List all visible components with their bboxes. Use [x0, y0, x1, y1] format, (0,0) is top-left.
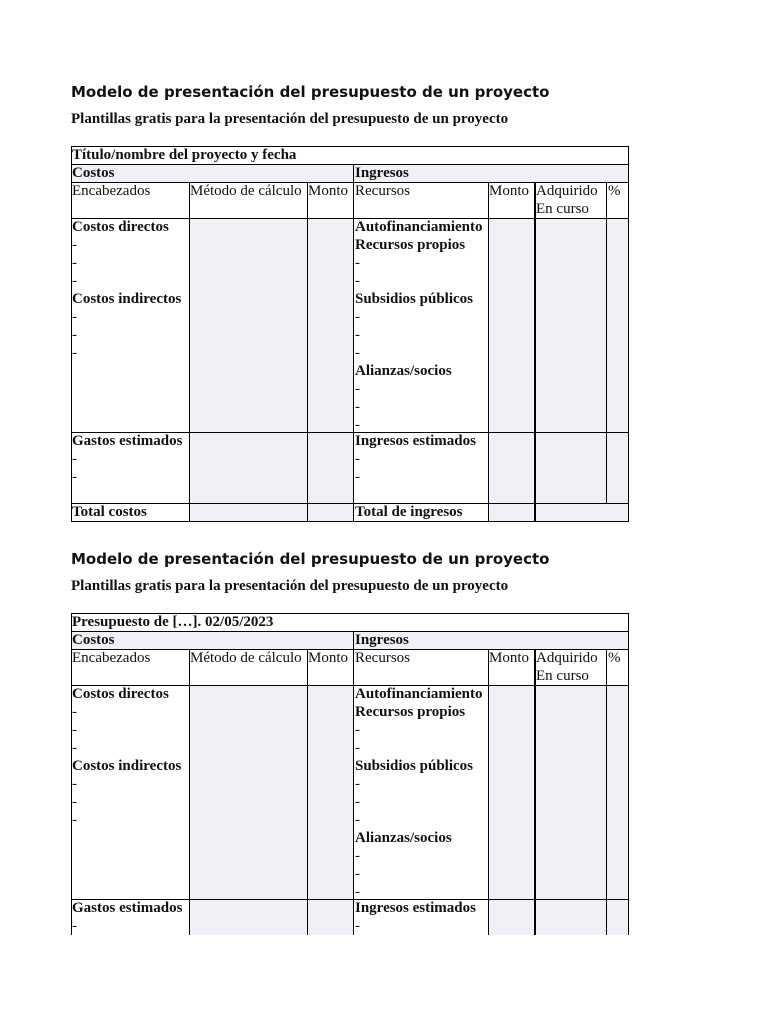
- col-metodo: Método de cálculo: [190, 650, 302, 666]
- costos-indirectos-label: Costos indirectos: [72, 758, 182, 774]
- gastos-estimados-cell: Gastos estimados -: [72, 900, 183, 934]
- alianzas-label: Alianzas/socios: [355, 830, 452, 846]
- col-percent: %: [608, 650, 621, 666]
- costos-indirectos-label: Costos indirectos: [72, 291, 182, 307]
- ingresos-estimados-cell: Ingresos estimados -: [355, 900, 476, 934]
- col-monto: Monto: [308, 183, 349, 199]
- alianzas-label: Alianzas/socios: [355, 363, 452, 379]
- total-ingresos: Total de ingresos: [355, 504, 463, 520]
- budget-section-2: [71, 550, 629, 935]
- col-adquirido: Adquirido En curso: [536, 650, 598, 684]
- recursos-propios-label: Recursos propios: [355, 237, 466, 253]
- costos-header: Costos: [72, 632, 115, 648]
- costos-header: Costos: [72, 165, 115, 181]
- costos-directos-label: Costos directos: [72, 686, 169, 702]
- page-subheading: Plantillas gratis para la presentación del presupuesto de un proyecto: [71, 111, 509, 127]
- col-encabezados: Encabezados: [72, 183, 151, 199]
- gastos-estimados-cell: Gastos estimados - -: [72, 433, 183, 485]
- col-percent: %: [608, 183, 621, 199]
- page-heading: Modelo de presentación del presupuesto de un proyecto: [71, 550, 550, 568]
- ingresos-body: Autofinanciamiento Recursos propios - - Subsidios públicos - - - Alianzas/socios - - -: [355, 219, 483, 433]
- col-recursos: Recursos: [355, 650, 410, 666]
- col-monto: Monto: [308, 650, 349, 666]
- costos-body: Costos directos - - - Costos indirectos - - -: [72, 686, 182, 828]
- autofinanciamiento-label: Autofinanciamiento: [355, 686, 483, 702]
- table-title: Presupuesto de […]. 02/05/2023: [72, 614, 274, 630]
- col-adquirido: Adquirido En curso: [536, 183, 598, 217]
- budget-table: [71, 613, 629, 935]
- ingresos-estimados-cell: Ingresos estimados - -: [355, 433, 476, 485]
- autofinanciamiento-label: Autofinanciamiento: [355, 219, 483, 235]
- costos-body: Costos directos - - - Costos indirectos - - -: [72, 219, 182, 361]
- recursos-propios-label: Recursos propios: [355, 704, 466, 720]
- subsidios-label: Subsidios públicos: [355, 758, 473, 774]
- ingresos-header: Ingresos: [355, 165, 409, 181]
- budget-section-1: [71, 83, 629, 522]
- budget-table: [71, 146, 629, 522]
- table-title: Título/nombre del proyecto y fecha: [72, 147, 297, 163]
- subsidios-label: Subsidios públicos: [355, 291, 473, 307]
- col-monto-ingresos: Monto: [489, 183, 530, 199]
- ingresos-header: Ingresos: [355, 632, 409, 648]
- col-recursos: Recursos: [355, 183, 410, 199]
- col-metodo: Método de cálculo: [190, 183, 302, 199]
- costos-directos-label: Costos directos: [72, 219, 169, 235]
- col-encabezados: Encabezados: [72, 650, 151, 666]
- ingresos-body: Autofinanciamiento Recursos propios - - Subsidios públicos - - - Alianzas/socios - - -: [355, 686, 483, 900]
- total-costos: Total costos: [72, 504, 147, 520]
- col-monto-ingresos: Monto: [489, 650, 530, 666]
- page-subheading: Plantillas gratis para la presentación del presupuesto de un proyecto: [71, 578, 509, 594]
- page-heading: Modelo de presentación del presupuesto de un proyecto: [71, 83, 550, 101]
